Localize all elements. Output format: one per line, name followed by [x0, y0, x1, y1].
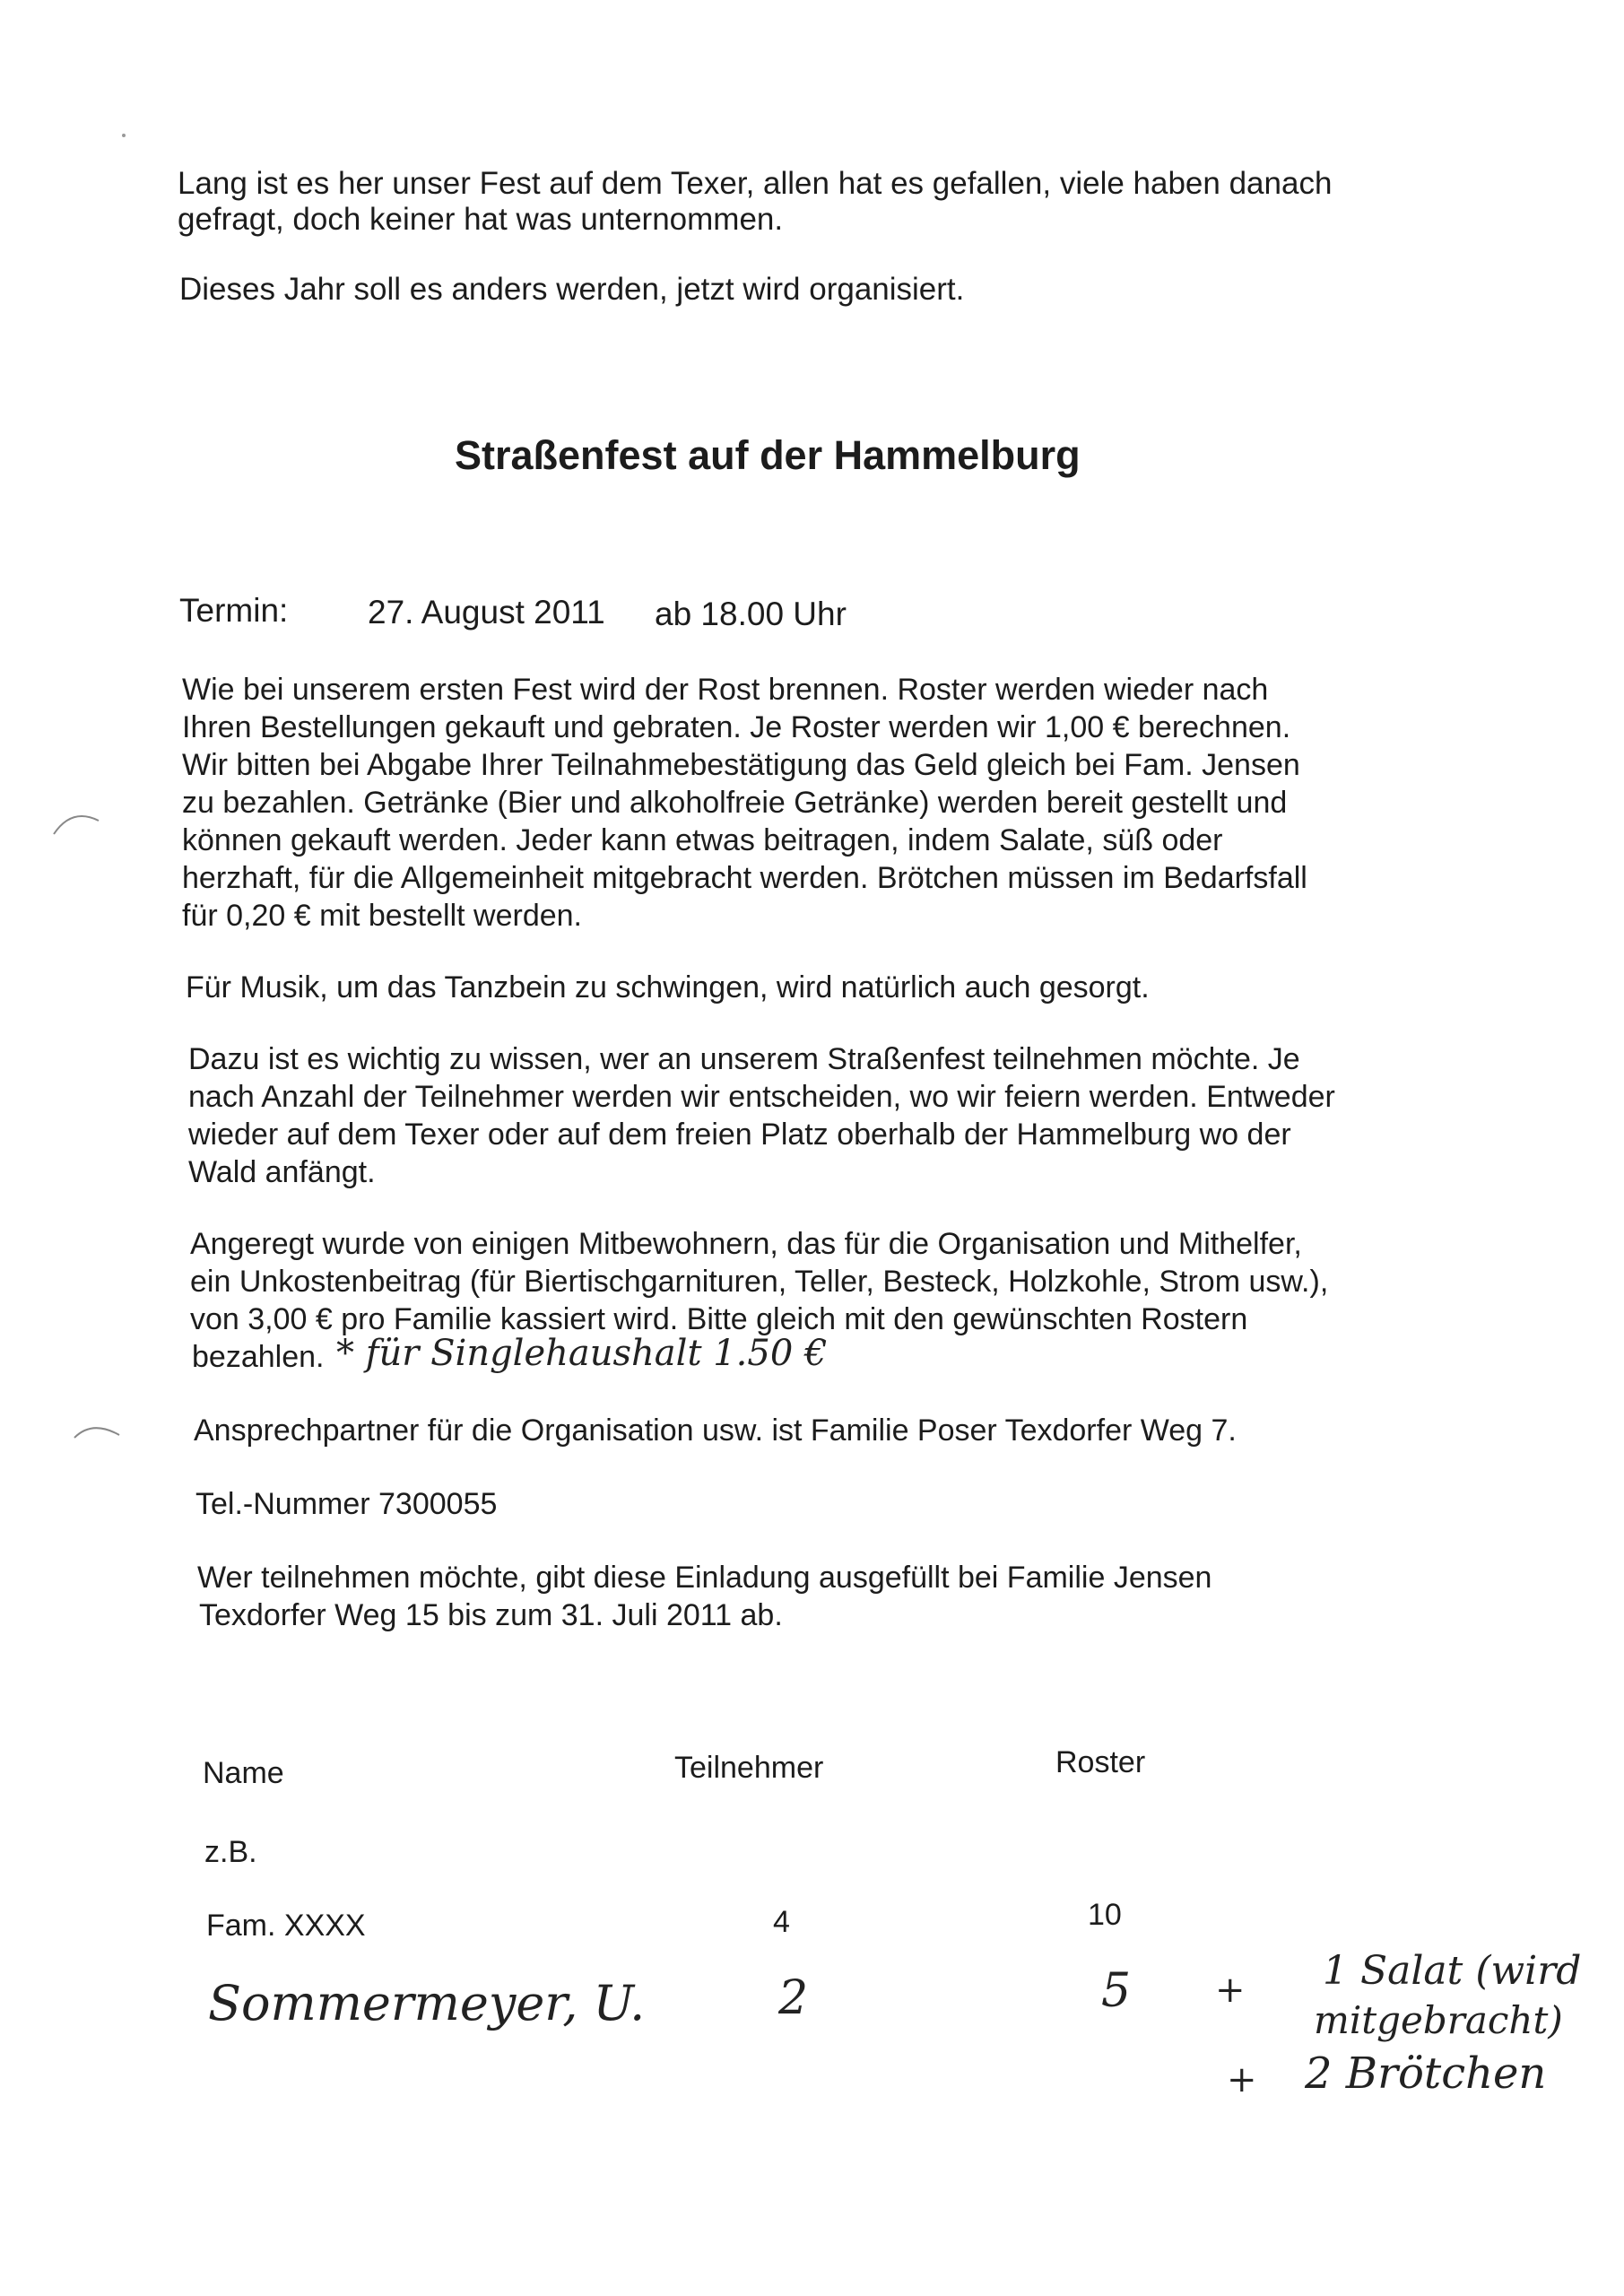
handwritten-rolls-note: 2 Brötchen	[1305, 2048, 1547, 2099]
termin-date: 27. August 2011	[368, 594, 605, 631]
contact-info: Ansprechpartner für die Organisation usw. ist Familie Poser Texdorfer Weg 7.	[194, 1413, 1237, 1448]
intro-line-1: Lang ist es her unser Fest auf dem Texer, allen hat es gefallen, viele haben danach	[178, 166, 1333, 201]
page-title: Straßenfest auf der Hammelburg	[455, 432, 1081, 478]
return-info-line: Texdorfer Weg 15 bis zum 31. Juli 2011 ab.	[199, 1598, 783, 1632]
handwritten-plus-2: +	[1227, 2059, 1257, 2100]
termin-label: Termin:	[179, 592, 289, 629]
example-name: Fam. XXXX	[206, 1909, 366, 1943]
column-header-roster: Roster	[1055, 1745, 1146, 1779]
handwritten-plus-1: +	[1215, 1970, 1246, 2011]
column-header-name: Name	[203, 1756, 284, 1790]
para4-line: von 3,00 € pro Familie kassiert wird. Bitte gleich mit den gewünschten Rostern	[190, 1302, 1248, 1336]
paragraph-music: Für Musik, um das Tanzbein zu schwingen, wird natürlich auch gesorgt.	[186, 970, 1150, 1004]
para1-line: können gekauft werden. Jeder kann etwas beitragen, indem Salate, süß oder	[182, 823, 1223, 857]
para3-line: Wald anfängt.	[188, 1155, 376, 1189]
punch-hole-mark-lower	[70, 1415, 124, 1442]
example-teilnehmer: 4	[773, 1905, 790, 1939]
handwritten-teilnehmer: 2	[778, 1971, 809, 2025]
para3-line: wieder auf dem Texer oder auf dem freien Platz oberhalb der Hammelburg wo der	[188, 1118, 1291, 1152]
handwritten-name: Sommermeyer, U.	[208, 1975, 646, 2031]
para1-line: für 0,20 € mit bestellt werden.	[182, 899, 583, 933]
scan-mark-top	[121, 133, 130, 142]
punch-hole-mark-upper	[49, 803, 103, 839]
column-header-teilnehmer: Teilnehmer	[674, 1751, 824, 1785]
handwritten-salad-note-1: 1 Salat (wird	[1323, 1948, 1582, 1994]
para3-line: Dazu ist es wichtig zu wissen, wer an unserem Straßenfest teilnehmen möchte. Je	[188, 1042, 1300, 1076]
para4-line: ein Unkostenbeitrag (für Biertischgarnituren, Teller, Besteck, Holzkohle, Strom usw.),	[190, 1265, 1329, 1299]
intro-line-2: gefragt, doch keiner hat was unternommen.	[178, 202, 784, 237]
termin-time: ab 18.00 Uhr	[655, 596, 847, 632]
return-info-line: Wer teilnehmen möchte, gibt diese Einladung ausgefüllt bei Familie Jensen	[197, 1561, 1212, 1595]
example-label: z.B.	[204, 1835, 257, 1869]
para1-line: Wie bei unserem ersten Fest wird der Rost brennen. Roster werden wieder nach	[182, 673, 1269, 707]
para4-line: bezahlen.	[192, 1340, 325, 1374]
phone-number: Tel.-Nummer 7300055	[195, 1487, 498, 1521]
intro-line-3: Dieses Jahr soll es anders werden, jetzt wird organisiert.	[179, 272, 965, 307]
handwritten-salad-note-2: mitgebracht)	[1314, 1998, 1563, 2042]
para1-line: Ihren Bestellungen gekauft und gebraten. Je Roster werden wir 1,00 € berechnen.	[182, 710, 1291, 744]
para1-line: Wir bitten bei Abgabe Ihrer Teilnahmebestätigung das Geld gleich bei Fam. Jensen	[182, 748, 1300, 782]
para1-line: herzhaft, für die Allgemeinheit mitgebracht werden. Brötchen müssen im Bedarfsfall	[182, 861, 1307, 895]
handwritten-single-household-note: * für Singlehaushalt 1.50 €	[336, 1333, 828, 1374]
para4-line: Angeregt wurde von einigen Mitbewohnern, das für die Organisation und Mithelfer,	[190, 1227, 1302, 1261]
example-roster: 10	[1088, 1898, 1122, 1932]
para1-line: zu bezahlen. Getränke (Bier und alkoholfreie Getränke) werden bereit gestellt und	[182, 786, 1288, 820]
handwritten-roster: 5	[1101, 1964, 1132, 2018]
para3-line: nach Anzahl der Teilnehmer werden wir entscheiden, wo wir feiern werden. Entweder	[188, 1080, 1335, 1114]
